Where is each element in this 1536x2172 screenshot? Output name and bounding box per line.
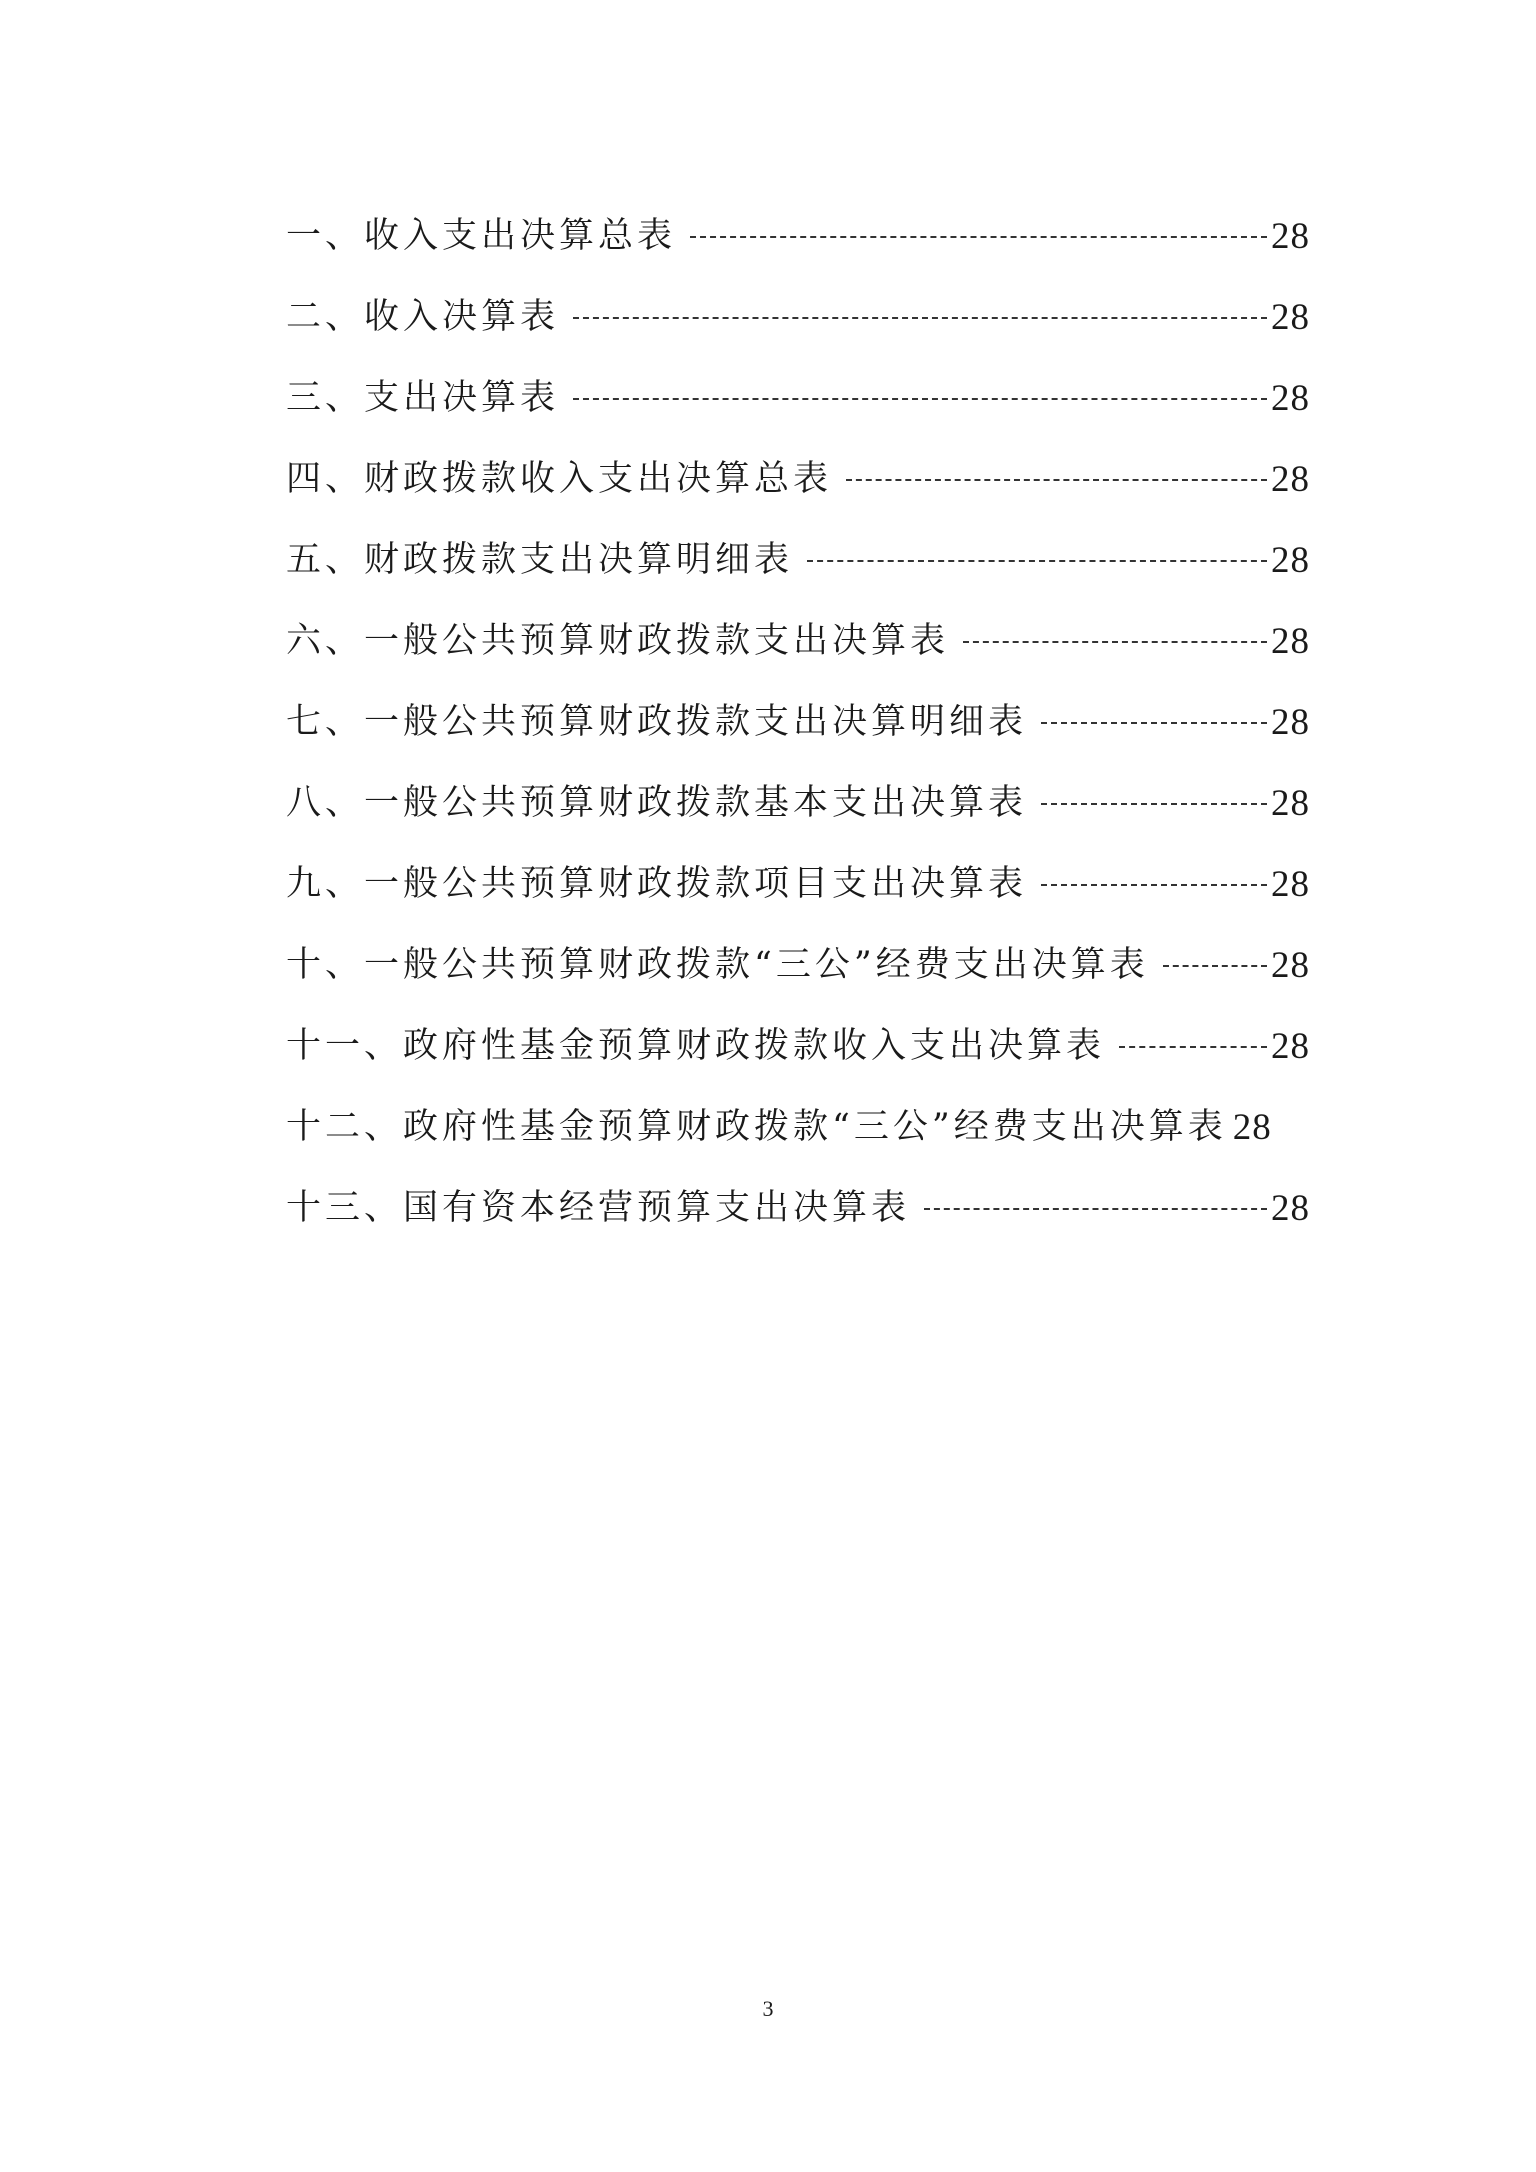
toc-entry-page: 28 bbox=[1271, 1188, 1310, 1229]
toc-leader-dashes bbox=[1119, 1046, 1267, 1048]
toc-entry bbox=[286, 763, 1310, 844]
page-number: 3 bbox=[762, 1996, 774, 2021]
toc-entry bbox=[286, 1168, 1310, 1249]
toc-entry-page: 28 bbox=[1271, 864, 1310, 905]
toc-entry bbox=[286, 682, 1310, 763]
toc-entry-title: 十二、政府性基金预算财政拨款“三公”经费支出决算表 bbox=[286, 1107, 1227, 1147]
toc-entry-page: 28 bbox=[1271, 621, 1310, 662]
toc-entry bbox=[286, 844, 1310, 925]
toc-entry-page: 28 bbox=[1271, 702, 1310, 743]
table-of-contents bbox=[286, 196, 1310, 1249]
toc-leader-dashes bbox=[690, 236, 1267, 238]
toc-entry bbox=[286, 1006, 1310, 1087]
toc-entry-title: 十三、国有资本经营预算支出决算表 bbox=[286, 1188, 911, 1228]
toc-leader-dashes bbox=[924, 1208, 1267, 1210]
toc-entry-title: 八、一般公共预算财政拨款基本支出决算表 bbox=[286, 783, 1028, 823]
toc-entry-page: 28 bbox=[1271, 540, 1310, 581]
toc-entry-title: 二、收入决算表 bbox=[286, 297, 560, 337]
toc-entry-title: 七、一般公共预算财政拨款支出决算明细表 bbox=[286, 702, 1028, 742]
toc-leader-dashes bbox=[1041, 884, 1267, 886]
toc-entry-title: 十一、政府性基金预算财政拨款收入支出决算表 bbox=[286, 1026, 1106, 1066]
toc-entry-title: 十、一般公共预算财政拨款“三公”经费支出决算表 bbox=[286, 945, 1149, 985]
toc-entry-page: 28 bbox=[1271, 459, 1310, 500]
toc-entry-page: 28 bbox=[1271, 378, 1310, 419]
toc-entry bbox=[286, 196, 1310, 277]
toc-entry-title: 一、收入支出决算总表 bbox=[286, 216, 677, 256]
toc-entry-page: 28 bbox=[1271, 1026, 1310, 1067]
toc-entry bbox=[286, 1087, 1310, 1168]
toc-entry-page: 28 bbox=[1271, 297, 1310, 338]
toc-entry-title: 六、一般公共预算财政拨款支出决算表 bbox=[286, 621, 950, 661]
toc-entry-page: 28 bbox=[1271, 216, 1310, 257]
toc-leader-dashes bbox=[1041, 803, 1267, 805]
toc-entry bbox=[286, 520, 1310, 601]
toc-entry-title: 三、支出决算表 bbox=[286, 378, 560, 418]
toc-leader-dashes bbox=[573, 398, 1267, 400]
toc-entry-page: 28 bbox=[1232, 1107, 1272, 1148]
toc-entry-page: 28 bbox=[1271, 945, 1310, 986]
toc-entry bbox=[286, 601, 1310, 682]
toc-leader-dashes bbox=[846, 479, 1267, 481]
toc-leader-dashes bbox=[963, 641, 1267, 643]
toc-entry bbox=[286, 439, 1310, 520]
toc-leader-dashes bbox=[807, 560, 1267, 562]
toc-leader-dashes bbox=[1041, 722, 1267, 724]
toc-leader-dashes bbox=[1163, 965, 1267, 967]
toc-leader-dashes bbox=[573, 317, 1267, 319]
toc-entry-title: 四、财政拨款收入支出决算总表 bbox=[286, 459, 833, 499]
toc-entry-title: 五、财政拨款支出决算明细表 bbox=[286, 540, 794, 580]
toc-entry bbox=[286, 277, 1310, 358]
toc-entry-page: 28 bbox=[1271, 783, 1310, 824]
toc-entry bbox=[286, 925, 1310, 1006]
toc-entry bbox=[286, 358, 1310, 439]
toc-entry-title: 九、一般公共预算财政拨款项目支出决算表 bbox=[286, 864, 1028, 904]
